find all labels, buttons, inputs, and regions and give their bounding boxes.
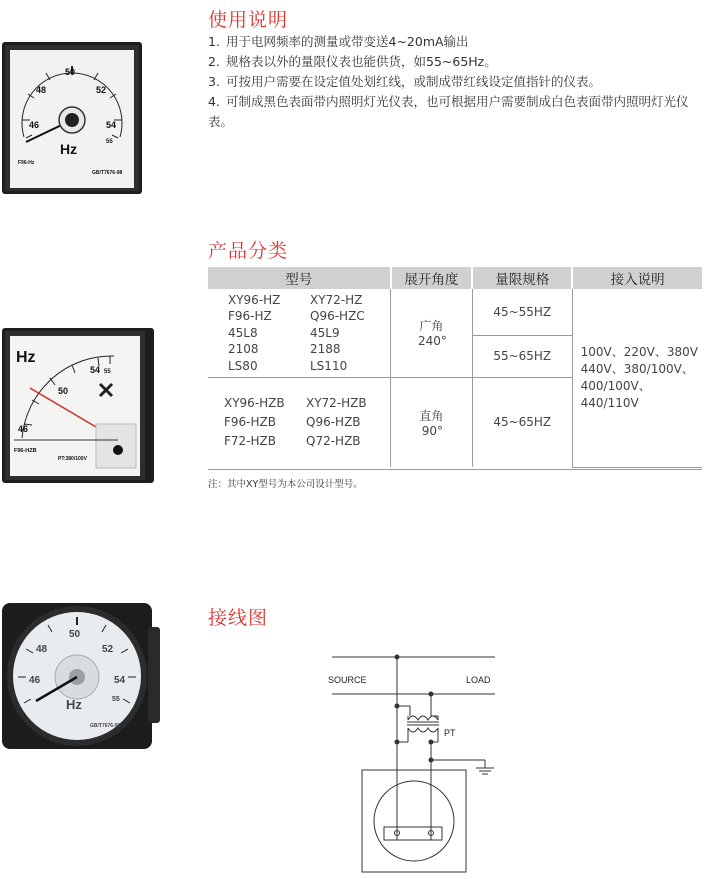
- products-title: 产品分类: [208, 240, 289, 262]
- table-header-range: 量限规格: [472, 267, 572, 289]
- meter1-scale-48: 48: [36, 85, 47, 95]
- model-name: 2188: [310, 342, 341, 356]
- meter3-scale-52: 52: [102, 644, 114, 655]
- meter2-scale-54: 54: [90, 365, 101, 375]
- usage-item: [208, 52, 702, 72]
- meter-image-2: [2, 328, 154, 483]
- model-name: XY72-HZ: [310, 292, 363, 307]
- angle-value: 240°: [417, 334, 447, 349]
- model-name: F96-HZ: [228, 309, 272, 323]
- angle-name: 广角: [419, 319, 444, 334]
- usage-list: [208, 32, 702, 132]
- usage-item-text: 可按用户需要在设定值处划红线，或制成带红线设定值指针的仪表。: [226, 74, 602, 89]
- model-name: LS80: [228, 358, 258, 373]
- table-bottom-rule: [208, 469, 702, 470]
- meter3-scale-55: 55: [112, 696, 120, 703]
- usage-item-text: 用于电网频率的测量或带变送4~20mA输出: [226, 34, 469, 49]
- wiring-title: 接线图: [208, 607, 269, 629]
- meter2-model: F96-HZB: [14, 448, 37, 454]
- meter1-model: F96-Hz: [18, 160, 35, 166]
- table-cell-angle-a: [391, 289, 473, 377]
- meter3-scale-54: 54: [114, 675, 126, 686]
- table-cell-range: 45~55HZ: [472, 289, 572, 335]
- table-cell-access: [572, 289, 702, 467]
- meter1-scale-52: 52: [96, 85, 107, 95]
- model-name: Q96-HZB: [306, 414, 361, 429]
- table-row-models-b: [208, 377, 391, 467]
- meter2-spec: PT:380/100V: [58, 456, 87, 462]
- meter1-unit: Hz: [60, 141, 78, 157]
- meter3-unit: Hz: [66, 697, 82, 712]
- model-name: XY96-HZB: [224, 395, 285, 410]
- load-label: LOAD: [466, 675, 491, 685]
- model-name: 45L8: [228, 325, 258, 340]
- table-note: 注：其中XY型号为本公司设计型号。: [208, 479, 363, 490]
- model-name: Q96-HZC: [310, 309, 365, 323]
- usage-item-num: 4.: [208, 94, 220, 109]
- meter2-scale-46: 46: [18, 424, 29, 434]
- meter3-scale-50: 50: [69, 629, 81, 640]
- access-line: 400/100V、440/110V: [580, 378, 651, 410]
- usage-item-text: 规格表以外的量限仪表也能供货，如55~65Hz。: [226, 54, 497, 69]
- table-cell-angle-b: [391, 377, 473, 467]
- usage-item: [208, 72, 702, 92]
- meter3-scale-46: 46: [29, 675, 41, 686]
- usage-item: [208, 92, 702, 132]
- model-name: Q72-HZB: [306, 433, 361, 448]
- product-table: [208, 267, 702, 468]
- meter2-unit: Hz: [16, 349, 36, 366]
- access-line: 440V、380/100V、: [580, 361, 694, 376]
- wiring-diagram: [320, 650, 510, 875]
- table-cell-range: 45~65HZ: [472, 377, 572, 467]
- pt-label: PT: [444, 728, 456, 738]
- meter3-scale-48: 48: [36, 644, 48, 655]
- usage-item-num: 2.: [208, 54, 220, 69]
- source-label: SOURCE: [328, 675, 367, 685]
- usage-item: [208, 32, 702, 52]
- table-header-angle: 展开角度: [391, 267, 473, 289]
- model-name: LS110: [310, 358, 348, 373]
- model-name: 45L9: [310, 325, 340, 340]
- angle-name: 直角: [419, 408, 444, 423]
- angle-value: 90°: [421, 423, 444, 438]
- meter1-scale-50: 50: [65, 67, 76, 77]
- meter1-scale-55: 55: [106, 139, 113, 145]
- model-name: F72-HZB: [224, 433, 276, 448]
- usage-item-num: 3.: [208, 74, 220, 89]
- meter-image-1: [2, 42, 142, 194]
- meter1-scale-46: 46: [29, 120, 40, 130]
- model-name: F96-HZB: [224, 414, 276, 429]
- table-row-models-a: [208, 289, 391, 377]
- model-name: XY72-HZB: [306, 395, 367, 410]
- meter2-scale-50: 50: [58, 386, 69, 396]
- meter2-scale-55: 55: [104, 369, 111, 375]
- model-name: XY96-HZ: [228, 292, 281, 307]
- table-header-access: 接入说明: [572, 267, 702, 289]
- usage-title: 使用说明: [208, 9, 289, 31]
- table-header-model: 型号: [208, 267, 391, 289]
- meter3-standard: GB/T7676-98: [90, 723, 121, 729]
- model-name: 2108: [228, 342, 259, 356]
- meter1-scale-54: 54: [106, 120, 117, 130]
- table-cell-range: 55~65HZ: [472, 335, 572, 377]
- meter1-standard: GB/T7676-98: [92, 170, 123, 176]
- usage-item-num: 1.: [208, 34, 220, 49]
- meter-image-3: [2, 597, 160, 749]
- access-line: 100V、220V、380V: [580, 344, 698, 359]
- usage-item-text: 可制成黑色表面带内照明灯光仪表，也可根据用户需要制成白色表面带内照明灯光仪表。: [208, 94, 689, 129]
